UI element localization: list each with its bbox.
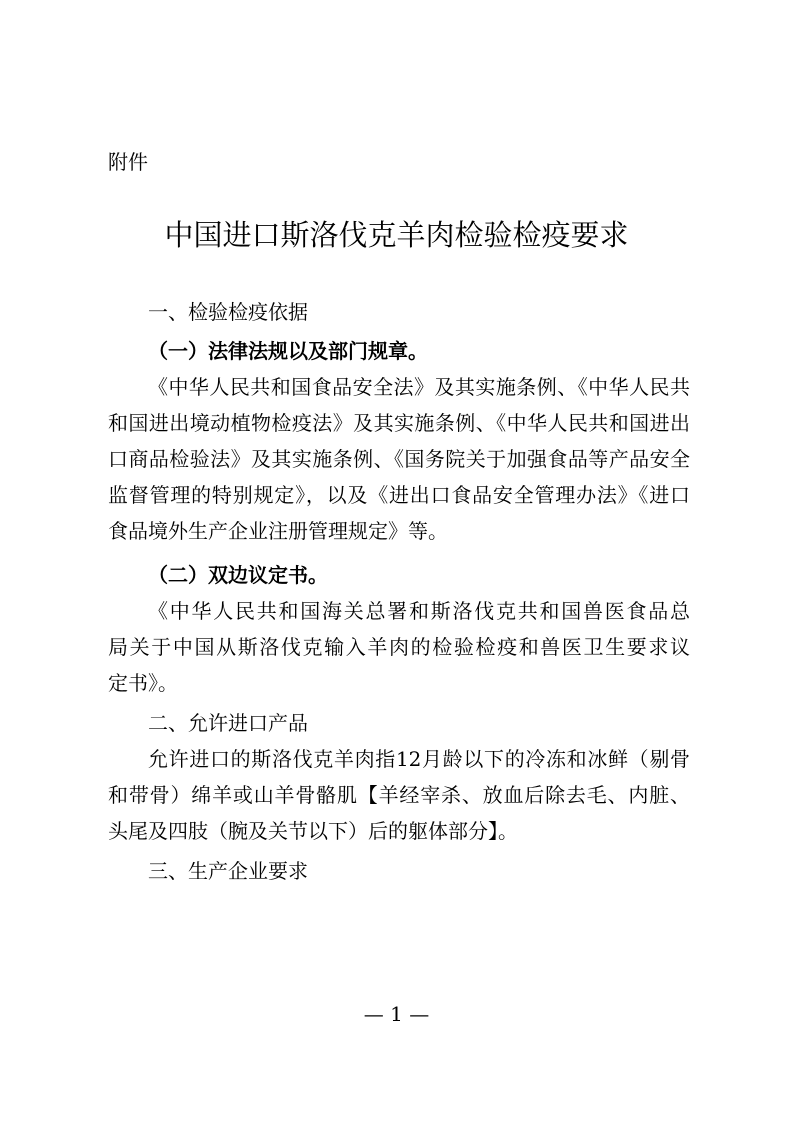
paragraph-line: 允许进口的斯洛伐克羊肉指12月龄以下的冷冻和冰鲜（剔骨 <box>148 747 690 771</box>
paragraph-line: 和国进出境动植物检疫法》及其实施条例、《中华人民共和国进出 <box>108 411 690 435</box>
paragraph-line: 和带骨）绵羊或山羊骨骼肌【羊经宰杀、放血后除去毛、内脏、 <box>108 783 690 807</box>
paragraph-line: 监督管理的特别规定》，以及《进出口食品安全管理办法》《进口 <box>108 483 690 507</box>
paragraph-line: 食品境外生产企业注册管理规定》等。 <box>108 519 448 543</box>
section-1-sub-1-paragraph <box>108 369 690 549</box>
section-1-sub-2-heading: （二）双边议定书。 <box>148 563 328 587</box>
section-2-paragraph <box>108 741 690 849</box>
document-title: 中国进口斯洛伐克羊肉检验检疫要求 <box>164 218 629 252</box>
paragraph-line: 头尾及四肢（腕及关节以下）后的躯体部分】。 <box>108 819 518 843</box>
section-1-sub-2-paragraph <box>108 593 690 701</box>
page-number: — 1 — <box>363 1002 430 1026</box>
paragraph-line: 《中华人民共和国海关总署和斯洛伐克共和国兽医食品总 <box>148 599 690 623</box>
paragraph-line: 《中华人民共和国食品安全法》及其实施条例、《中华人民共 <box>148 375 690 399</box>
paragraph-line: 局关于中国从斯洛伐克输入羊肉的检验检疫和兽医卫生要求议 <box>108 635 690 659</box>
section-2-heading: 二、允许进口产品 <box>148 711 308 735</box>
section-3-heading: 三、生产企业要求 <box>148 859 308 883</box>
section-1-sub-1-heading: （一）法律法规以及部门规章。 <box>148 339 428 363</box>
paragraph-line: 口商品检验法》及其实施条例、《国务院关于加强食品等产品安全 <box>108 447 690 471</box>
attachment-label: 附件 <box>108 150 148 174</box>
paragraph-line: 定书》。 <box>108 671 178 695</box>
section-1-heading: 一、检验检疫依据 <box>148 300 308 324</box>
